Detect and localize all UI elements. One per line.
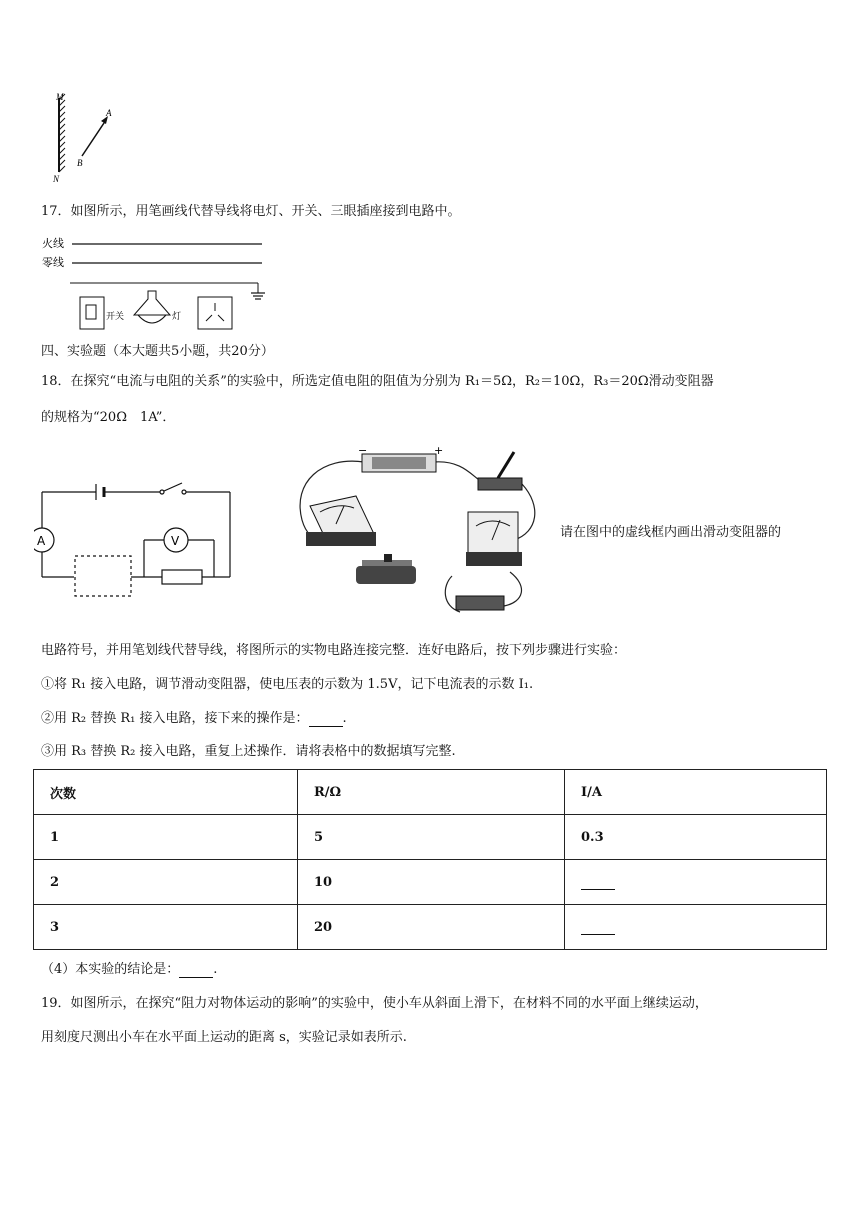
step-2-text: ②用 R₂ 替换 R₁ 接入电路，接下来的操作是： — [41, 711, 309, 726]
table-cell: 1 — [34, 815, 298, 860]
section-4-title: 四、实验题（本大题共5小题，共20分） — [41, 344, 274, 359]
lamp-label: 灯 — [172, 312, 182, 322]
question-4-end: . — [213, 962, 218, 977]
table-cell: 2 — [34, 860, 298, 905]
circuit-schematic — [34, 478, 244, 603]
battery-minus: − — [358, 446, 368, 457]
answer-blank-step-2[interactable] — [309, 714, 343, 727]
question-4 — [41, 962, 217, 978]
question-19-line-2: 用刻度尺测出小车在水平面上运动的距离 s，实验记录如表所示. — [41, 1030, 407, 1045]
data-table — [33, 769, 827, 950]
step-1: ①将 R₁ 接入电路，调节滑动变阻器，使电压表的示数为 1.5V，记下电流表的示数 I₁. — [41, 677, 534, 692]
table-cell: 10 — [298, 860, 565, 905]
label-n: N — [53, 174, 60, 184]
knife-switch — [478, 478, 522, 490]
question-18-line-1: 18．在探究“电流与电阻的关系”的实验中，所选定值电阻的阻值为分别为 R₁＝5Ω，R₂＝10Ω，R₃＝20Ω滑动变阻器 — [41, 374, 714, 389]
rheostat-device — [356, 554, 416, 584]
question-4-text: （4）本实验的结论是： — [41, 962, 180, 977]
table-cell: 3 — [34, 905, 298, 950]
ammeter-device — [306, 496, 376, 546]
answer-blank-row-2[interactable] — [581, 877, 615, 890]
table-header: R/Ω — [298, 770, 565, 815]
resistor-device — [456, 596, 504, 610]
table-cell: 0.3 — [565, 815, 827, 860]
label-a: A — [106, 108, 112, 118]
voltmeter-label: V — [171, 534, 180, 548]
answer-blank-row-3[interactable] — [581, 922, 615, 935]
table-header: 次数 — [34, 770, 298, 815]
neutral-wire-label: 零线 — [42, 256, 64, 269]
label-m: M — [56, 92, 64, 102]
physical-circuit-figure — [292, 446, 550, 618]
table-cell-blank[interactable] — [565, 860, 827, 905]
answer-blank-conclusion[interactable] — [179, 965, 213, 978]
table-cell: 5 — [298, 815, 565, 860]
question-18-side-text: 请在图中的虚线框内画出滑动变阻器的 — [560, 525, 782, 540]
step-3: ③用 R₃ 替换 R₂ 接入电路，重复上述操作．请将表格中的数据填写完整. — [41, 744, 456, 759]
switch-label: 开关 — [106, 312, 125, 322]
battery-plus: + — [434, 446, 444, 457]
question-19-line-1: 19．如图所示，在探究“阻力对物体运动的影响”的实验中，使小车从斜面上滑下，在材料不同的水平面上继续运动， — [41, 996, 708, 1011]
table-cell: 20 — [298, 905, 565, 950]
live-wire-label: 火线 — [42, 237, 64, 250]
label-b: B — [77, 158, 83, 168]
household-circuit-figure — [40, 235, 270, 335]
question-18-line-2: 的规格为“20Ω 1A”． — [41, 410, 176, 425]
mirror-ray-figure — [44, 90, 124, 185]
question-18-line-3: 电路符号，并用笔划线代替导线，将图所示的实物电路连接完整．连好电路后，按下列步骤进行实验： — [41, 643, 627, 658]
table-header: I/A — [565, 770, 827, 815]
step-2-end: . — [342, 711, 347, 726]
step-2 — [41, 711, 347, 727]
table-row — [34, 815, 827, 860]
table-row — [34, 860, 827, 905]
ammeter-label: A — [37, 534, 46, 548]
voltmeter-device — [466, 512, 522, 566]
table-header-row — [34, 770, 827, 815]
table-cell-blank[interactable] — [565, 905, 827, 950]
table-row — [34, 905, 827, 950]
question-17: 17．如图所示，用笔画线代替导线将电灯、开关、三眼插座接到电路中。 — [41, 204, 461, 219]
